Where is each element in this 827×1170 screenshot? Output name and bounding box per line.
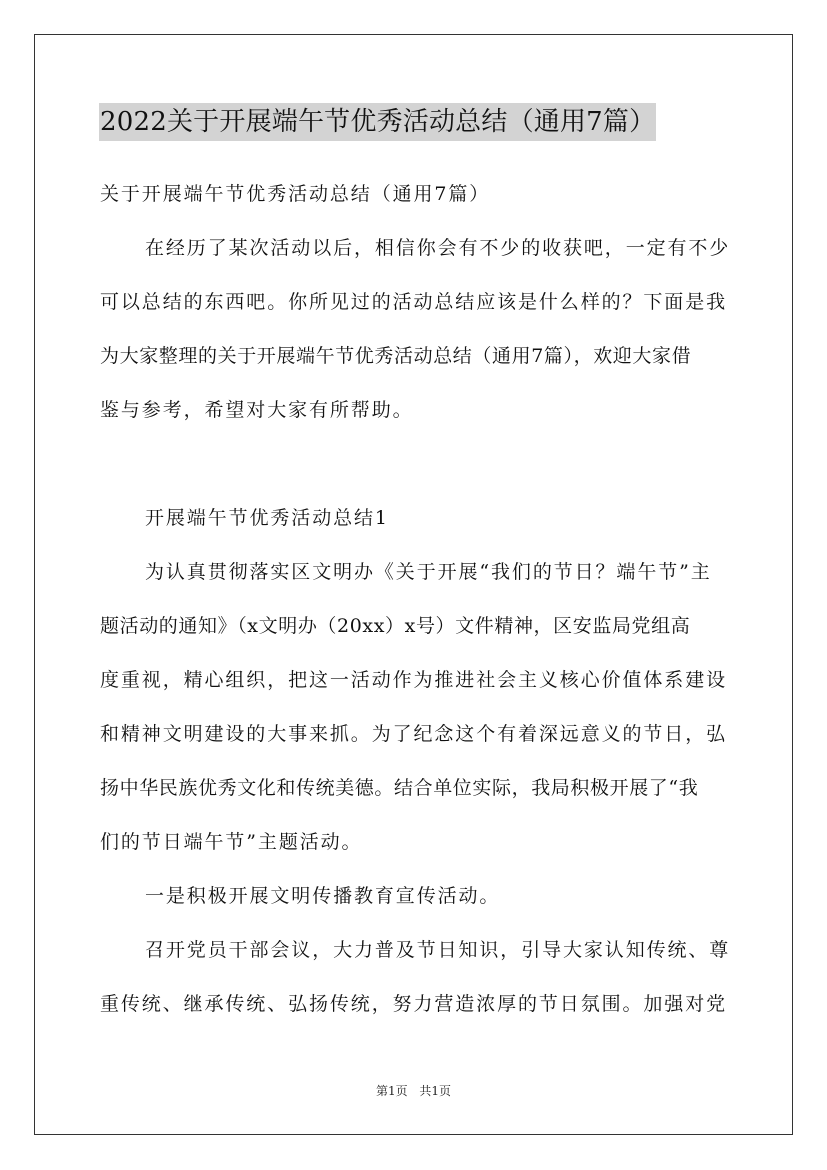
document-title: 2022关于开展端午节优秀活动总结（通用7篇） (99, 103, 656, 141)
point-heading: 一是积极开展文明传播教育宣传活动。 (145, 885, 501, 907)
intro-line: 为大家整理的关于开展端午节优秀活动总结（通用7篇），欢迎大家借 (100, 345, 692, 367)
intro-line: 鉴与参考，希望对大家有所帮助。 (100, 399, 414, 421)
body-line: 们的节日端午节”主题活动。 (100, 831, 363, 853)
intro-line: 在经历了某次活动以后，相信你会有不少的收获吧，一定有不少 (145, 237, 731, 259)
body-line: 度重视，精心组织，把这一活动作为推进社会主义核心价值体系建设 (100, 669, 728, 691)
body-line: 扬中华民族优秀文化和传统美德。结合单位实际，我局积极开展了“我 (100, 777, 699, 799)
body-line: 题活动的通知》（x文明办（20xx）x号）文件精神，区安监局党组高 (100, 615, 691, 637)
page-number: 第1页 (375, 1084, 408, 1098)
intro-line: 可以总结的东西吧。你所见过的活动总结应该是什么样的？下面是我 (100, 291, 728, 313)
page-footer (0, 1083, 827, 1099)
body-line: 为认真贯彻落实区文明办《关于开展“我们的节日？端午节”主 (145, 561, 712, 583)
page-total: 共1页 (419, 1084, 452, 1098)
document-subtitle: 关于开展端午节优秀活动总结（通用7篇） (100, 183, 491, 205)
section-heading: 开展端午节优秀活动总结1 (145, 507, 389, 529)
body-line: 和精神文明建设的大事来抓。为了纪念这个有着深远意义的节日，弘 (100, 723, 728, 745)
point-line: 重传统、继承传统、弘扬传统，努力营造浓厚的节日氛围。加强对党 (100, 993, 728, 1015)
point-line: 召开党员干部会议，大力普及节日知识，引导大家认知传统、尊 (145, 939, 731, 961)
